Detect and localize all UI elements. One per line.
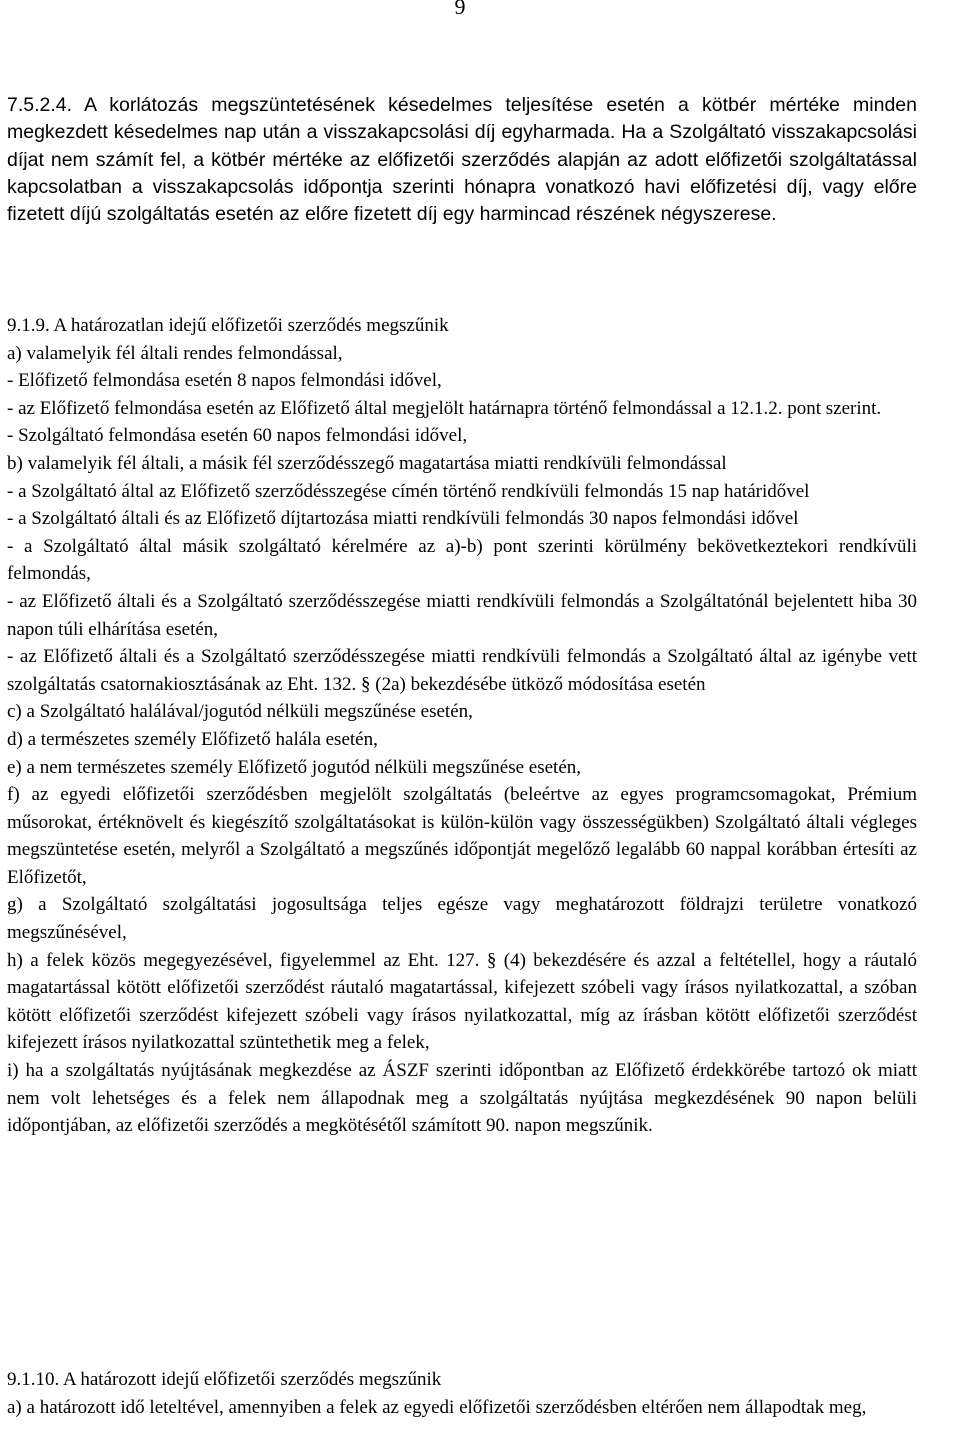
list-item: i) ha a szolgáltatás nyújtásának megkezdése az ÁSZF szerinti időpontban az Előfizető érdekkörébe tartozó ok miatt nem volt lehetséges és a felek nem állapodnak meg a szolgáltatás nyújtása megkezdésének 90 napon belüli időpontjában, az előfizetői szerződés a megkötésétől számított 90. napon megszűnik.: [7, 1060, 917, 1137]
section-9-1-10: [7, 1366, 917, 1421]
list-item: g) a Szolgáltató szolgáltatási jogosultsága teljes egésze vagy meghatározott földrajzi területre vonatkozó megszűnésével,: [7, 894, 917, 944]
list-item: a) valamelyik fél általi rendes felmondással,: [7, 342, 343, 364]
list-item: d) a természetes személy Előfizető halála esetén,: [7, 728, 378, 750]
list-item: f) az egyedi előfizetői szerződésben megjelölt szolgáltatás (beleértve az egyes programcsomagokat, Prémium műsorokat, értéknövelt és kiegészítő szolgáltatásokat is külön-külön vagy összességükben) Szolgáltató általi végleges megszüntetése esetén, melyről a Szolgáltató a megszűnés időpontját megelőző legalább 60 nappal korábban értesíti az Előfizetőt,: [7, 784, 917, 888]
section-heading: 9.1.9. A határozatlan idejű előfizetői szerződés megszűnik: [7, 315, 449, 336]
section-heading: 9.1.10. A határozott idejű előfizetői szerződés megszűnik: [7, 1369, 442, 1390]
list-item: - Előfizető felmondása esetén 8 napos felmondási idővel,: [7, 370, 442, 392]
list-item: - a Szolgáltató által másik szolgáltató kérelmére az a)-b) pont szerinti körülmény bekövetkeztekori rendkívüli felmondás,: [7, 535, 917, 585]
list-item: e) a nem természetes személy Előfizető jogutód nélküli megszűnése esetén,: [7, 756, 582, 778]
list-item: a) a határozott idő leteltével, amennyiben a felek az egyedi előfizetői szerződésben eltérően nem állapodtak meg,: [7, 1396, 867, 1418]
page-number: 9: [454, 0, 466, 19]
list-item: c) a Szolgáltató halálával/jogutód nélküli megszűnése esetén,: [7, 701, 473, 723]
list-item: - a Szolgáltató által az Előfizető szerződésszegése címén történő rendkívüli felmondás 15 nap határidővel: [7, 480, 810, 502]
section-7-5-2-4: [7, 92, 917, 228]
list-item: - a Szolgáltató általi és az Előfizető díjtartozása miatti rendkívüli felmondás 30 napos felmondási idővel: [7, 508, 799, 530]
list-item: h) a felek közös megegyezésével, figyelemmel az Eht. 127. § (4) bekezdésére és azzal a feltétellel, hogy a ráutaló magatartással kötött előfizetői szerződést ráutaló magatartással, kifejezett szóbeli vagy írásos nyilatkozattal, a szóban kötött előfizetői szerződést kifejezett szóbeli vagy írásos nyilatkozattal, míg az írásban kötött előfizetői szerződést kifejezett írásos nyilatkozattal szüntethetik meg a felek,: [7, 949, 917, 1054]
list-item: - Szolgáltató felmondása esetén 60 napos felmondási idővel,: [7, 425, 468, 447]
list-item: b) valamelyik fél általi, a másik fél szerződésszegő magatartása miatti rendkívüli felmondással: [7, 452, 727, 474]
section-9-1-9: [7, 312, 917, 1140]
list-item: - az Előfizető általi és a Szolgáltató szerződésszegése miatti rendkívüli felmondás a Szolgáltatónál bejelentett hiba 30 napon túli elhárítása esetén,: [7, 590, 917, 640]
list-item: - az Előfizető általi és a Szolgáltató szerződésszegése miatti rendkívüli felmondás a Szolgáltató által az igénybe vett szolgáltatás csatornakiosztásának az Eht. 132. § (2a) bekezdésébe ütköző módosítása esetén: [7, 646, 917, 695]
paragraph: 7.5.2.4. A korlátozás megszüntetésének késedelmes teljesítése esetén a kötbér mértéke minden megkezdett késedelmes nap után a visszakapcsolási díj egyharmada. Ha a Szolgáltató visszakapcsolási díjat nem számít fel, a kötbér mértéke az előfizetői szerződés alapján az adott előfizetői szolgáltatással kapcsolatban a visszakapcsolás időpontja szerinti hónapra vonatkozó havi előfizetési díj, vagy előre fizetett díjú szolgáltatás esetén az előre fizetett díj egy harmincad részének négyszerese.: [7, 94, 917, 226]
list-item: - az Előfizető felmondása esetén az Előfizető által megjelölt határnapra történő felmondással a 12.1.2. pont szerint.: [7, 397, 882, 419]
